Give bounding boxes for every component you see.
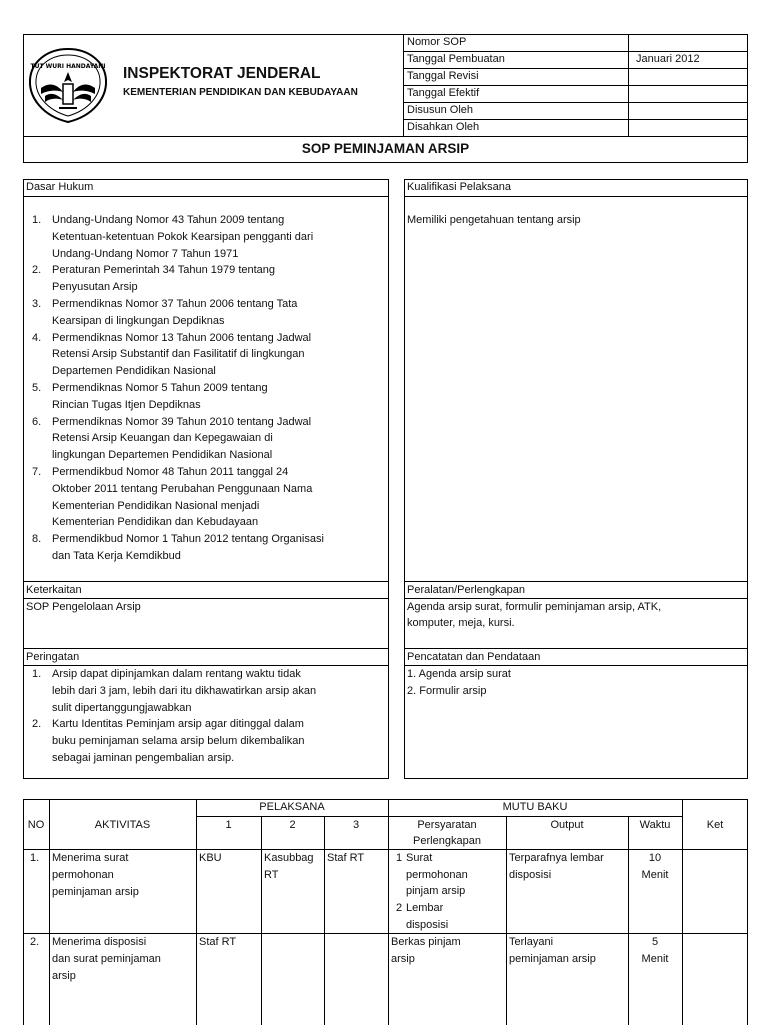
sop-title: SOP PEMINJAMAN ARSIP <box>301 141 470 156</box>
table-row-1-waktu-1: 10 <box>648 852 662 864</box>
meta-label-tanggal-pembuatan: Tanggal Pembuatan <box>407 53 505 65</box>
dasar-hukum-item-number: 4. <box>32 331 42 344</box>
table-row-2-persyaratan-2: arsip <box>391 953 415 965</box>
col-header-perlengkapan: Perlengkapan <box>413 835 481 847</box>
dasar-hukum-item-line: Permendiknas Nomor 5 Tahun 2009 tentang <box>52 381 268 394</box>
col-header-ket: Ket <box>706 819 724 831</box>
table-row-2-output-2: peminjaman arsip <box>509 953 596 965</box>
table-row-1-p2-2: RT <box>264 869 279 881</box>
svg-text:TUT WURI HANDAYANI: TUT WURI HANDAYANI <box>30 63 106 70</box>
col-header-waktu: Waktu <box>639 819 671 831</box>
dasar-hukum-item <box>24 380 386 414</box>
col-header-pelaksana-3: 3 <box>352 819 360 831</box>
col-header-pelaksana: PELAKSANA <box>259 801 325 813</box>
dasar-hukum-item-number: 5. <box>32 381 42 394</box>
table-row-2-persyaratan-1: Berkas pinjam <box>391 936 461 948</box>
dasar-hukum-item-line: Ketentuan-ketentuan Pokok Kearsipan pengganti dari <box>52 230 314 243</box>
dasar-hukum-item <box>24 414 386 464</box>
dasar-hukum-item-line: Undang-Undang Nomor 43 Tahun 2009 tentang <box>52 214 285 226</box>
dasar-hukum-title: Dasar Hukum <box>26 181 94 193</box>
dasar-hukum-item-line: Permendikbud Nomor 1 Tahun 2012 tentang Organisasi <box>52 533 324 546</box>
col-header-pelaksana-1: 1 <box>225 819 232 831</box>
dasar-hukum-item-line: Retensi Arsip Substantif dan Fasilitatif di lingkungan <box>52 348 305 361</box>
meta-label-disahkan: Disahkan Oleh <box>407 121 480 133</box>
col-header-mutu-baku: MUTU BAKU <box>502 801 568 813</box>
table-row-1-aktivitas-1: Menerima surat <box>52 852 129 864</box>
col-header-aktivitas: AKTIVITAS <box>94 819 151 831</box>
table-row-1-persyaratan-1b: permohonan <box>406 869 468 881</box>
org-title: INSPEKTORAT JENDERAL <box>123 65 321 82</box>
peringatan-item-number: 1. <box>32 668 42 680</box>
dasar-hukum-item-number: 7. <box>32 465 42 478</box>
dasar-hukum-item <box>24 262 386 296</box>
dasar-hukum-item-number: 1. <box>32 214 42 226</box>
table-row-2-waktu-1: 5 <box>651 936 659 948</box>
table-row-2-no: 2. <box>30 936 40 948</box>
keterkaitan-title: Keterkaitan <box>26 584 82 596</box>
dasar-hukum-item-line: Retensi Arsip Keuangan dan Kepegawaian di <box>52 432 273 445</box>
dasar-hukum-item-line: Kementerian Pendidikan dan Kebudayaan <box>52 516 259 529</box>
dasar-hukum-item <box>24 330 386 380</box>
peringatan-item-number: 2. <box>32 718 42 731</box>
peringatan-item-line: Arsip dapat dipinjamkan dalam rentang waktu tidak <box>52 668 301 680</box>
col-header-persyaratan: Persyaratan <box>417 819 477 831</box>
table-row-1-persyaratan-2b: disposisi <box>406 919 449 931</box>
dasar-hukum-item <box>24 531 386 565</box>
meta-label-nomor: Nomor SOP <box>407 36 467 48</box>
dasar-hukum-item-line: Permendiknas Nomor 13 Tahun 2006 tentang Jadwal <box>52 331 312 344</box>
table-row-1-persyaratan-n2: 2 <box>396 902 403 914</box>
table-row-1-persyaratan-1c: pinjam arsip <box>406 885 466 897</box>
dasar-hukum-list <box>24 212 386 565</box>
table-row-2-p1: Staf RT <box>199 936 237 948</box>
kualifikasi-text: Memiliki pengetahuan tentang arsip <box>407 214 581 226</box>
dasar-hukum-item <box>24 296 386 330</box>
table-row-1-p3: Staf RT <box>327 852 365 864</box>
peringatan-item-line: buku peminjaman selama arsip belum dikembalikan <box>52 735 305 748</box>
dasar-hukum-item-line: Permendikbud Nomor 48 Tahun 2011 tanggal 24 <box>52 465 289 478</box>
dasar-hukum-item-number: 3. <box>32 297 42 310</box>
meta-label-tanggal-revisi: Tanggal Revisi <box>407 70 479 82</box>
meta-value-tanggal-pembuatan: Januari 2012 <box>636 53 700 65</box>
dasar-hukum-item-line: Peraturan Pemerintah 34 Tahun 1979 tentang <box>52 264 276 277</box>
table-row-1-p1: KBU <box>199 852 222 864</box>
peringatan-item-line: Kartu Identitas Peminjam arsip agar ditinggal dalam <box>52 718 304 731</box>
kualifikasi-title: Kualifikasi Pelaksana <box>407 181 511 193</box>
dasar-hukum-item-line: Permendiknas Nomor 37 Tahun 2006 tentang Tata <box>52 297 298 310</box>
peringatan-item <box>24 716 386 766</box>
table-row-1-persyaratan-n1: 1 <box>396 852 403 864</box>
table-row-2-waktu-2: Menit <box>641 953 669 965</box>
peringatan-item-line: sulit dipertanggungjawabkan <box>52 701 192 714</box>
pencatatan-item-2: 2. Formulir arsip <box>407 685 487 697</box>
keterkaitan-text: SOP Pengelolaan Arsip <box>26 601 141 613</box>
dasar-hukum-item-line: Penyusutan Arsip <box>52 281 138 294</box>
table-row-2-aktivitas-2: dan surat peminjaman <box>52 953 161 965</box>
peringatan-item <box>24 666 386 716</box>
dasar-hukum-item-line: Oktober 2011 tentang Perubahan Penggunaan Nama <box>52 482 313 495</box>
peralatan-line-1: Agenda arsip surat, formulir peminjaman arsip, ATK, <box>407 601 662 613</box>
dasar-hukum-item-number: 6. <box>32 415 42 428</box>
dasar-hukum-item <box>24 212 386 262</box>
dasar-hukum-item-line: dan Tata Kerja Kemdikbud <box>52 549 181 562</box>
peringatan-item-line: sebagai jaminan pengembalian arsip. <box>52 751 235 764</box>
dasar-hukum-item <box>24 464 386 531</box>
table-row-1-output-1: Terparafnya lembar <box>509 852 604 864</box>
pencatatan-item-1: 1. Agenda arsip surat <box>407 668 511 680</box>
table-row-2-aktivitas-1: Menerima disposisi <box>52 936 147 948</box>
dasar-hukum-item-line: Departemen Pendidikan Nasional <box>52 365 216 378</box>
peringatan-item-line: lebih dari 3 jam, lebih dari itu dikhawatirkan arsip akan <box>52 684 317 697</box>
pencatatan-title: Pencatatan dan Pendataan <box>407 651 541 663</box>
peralatan-title: Peralatan/Perlengkapan <box>407 584 526 596</box>
dasar-hukum-item-line: Kearsipan di lingkungan Depdiknas <box>52 314 225 327</box>
dasar-hukum-item-number: 8. <box>32 533 42 546</box>
peringatan-list <box>24 666 386 767</box>
col-header-output: Output <box>550 819 584 831</box>
col-header-no: NO <box>27 819 45 831</box>
col-header-pelaksana-2: 2 <box>289 819 296 831</box>
dasar-hukum-item-line: Kementerian Pendidikan Nasional menjadi <box>52 499 260 512</box>
table-row-1-output-2: disposisi <box>509 869 552 881</box>
table-row-1-persyaratan-1a: Surat <box>406 852 433 864</box>
meta-label-disusun: Disusun Oleh <box>407 104 474 116</box>
dasar-hukum-item-line: Permendiknas Nomor 39 Tahun 2010 tentang Jadwal <box>52 415 312 428</box>
table-row-1-aktivitas-3: peminjaman arsip <box>52 886 139 898</box>
table-row-1-waktu-2: Menit <box>641 869 669 881</box>
table-row-2-aktivitas-3: arsip <box>52 970 76 982</box>
table-row-1-aktivitas-2: permohonan <box>52 869 114 881</box>
table-row-1-persyaratan-2a: Lembar <box>406 902 444 914</box>
peralatan-line-2: komputer, meja, kursi. <box>407 617 515 629</box>
table-row-1-no: 1. <box>30 852 40 864</box>
peringatan-title: Peringatan <box>26 651 80 663</box>
org-subtitle: KEMENTERIAN PENDIDIKAN DAN KEBUDAYAAN <box>123 87 358 98</box>
meta-label-tanggal-efektif: Tanggal Efektif <box>407 87 480 99</box>
dasar-hukum-item-number: 2. <box>32 264 42 277</box>
dasar-hukum-item-line: Rincian Tugas Itjen Depdiknas <box>52 398 201 411</box>
dasar-hukum-item-line: lingkungan Departemen Pendidikan Nasional <box>52 449 273 462</box>
table-row-1-p2-1: Kasubbag <box>264 852 314 864</box>
tut-wuri-handayani-logo <box>27 46 109 124</box>
dasar-hukum-item-line: Undang-Undang Nomor 7 Tahun 1971 <box>52 247 239 260</box>
table-row-2-output-1: Terlayani <box>509 936 554 948</box>
